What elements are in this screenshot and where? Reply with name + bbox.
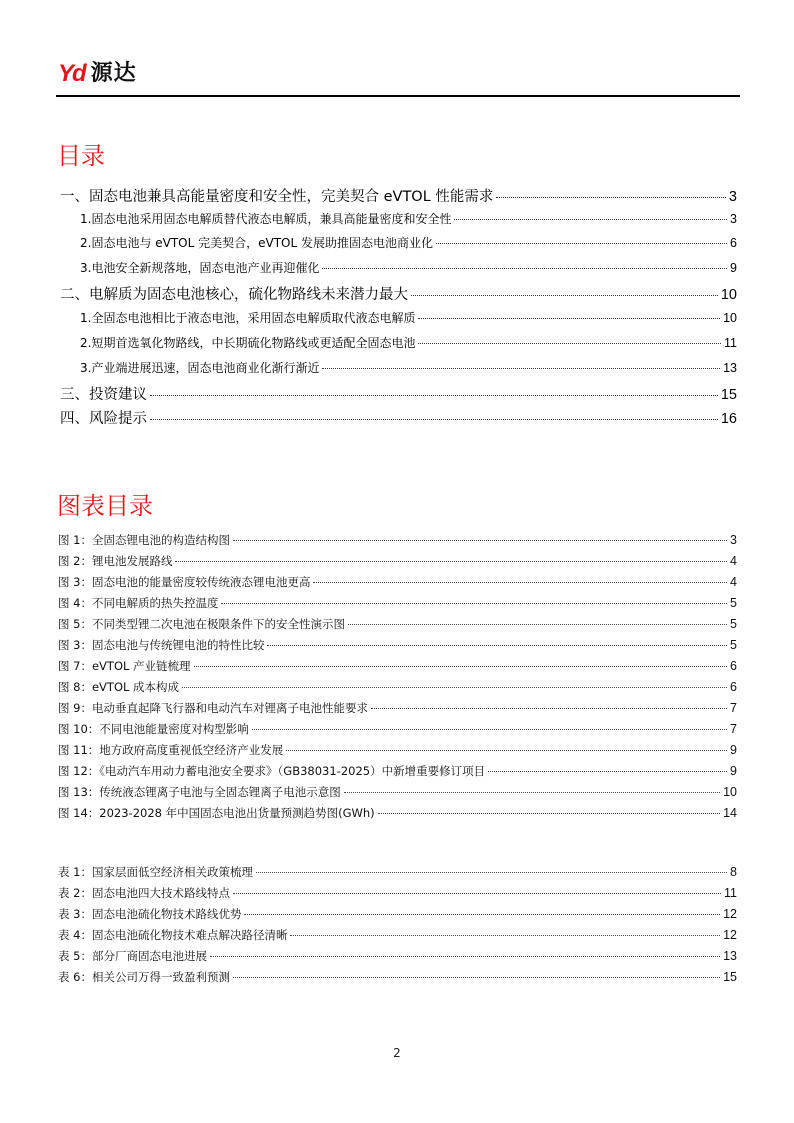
figure-entry-page: 4 <box>730 575 737 589</box>
toc-entry-page: 6 <box>730 236 737 250</box>
figure-entry-page: 10 <box>723 785 737 799</box>
dot-leader <box>244 914 720 915</box>
figure-entry-page: 5 <box>730 638 737 652</box>
figure-entry-label: 图 8：eVTOL 成本构成 <box>58 680 180 694</box>
table-entry-label: 表 5：部分厂商固态电池进展 <box>58 949 207 963</box>
dot-leader <box>418 343 721 344</box>
logo-mark: Yd <box>58 60 85 87</box>
table-entry-page: 12 <box>723 907 737 921</box>
dot-leader <box>175 561 727 562</box>
company-logo <box>58 62 137 86</box>
figure-entry-label: 图 12：《电动汽车用动力蓄电池安全要求》（GB38031-2025）中新增重要修订项目 <box>58 764 486 778</box>
figure-entry-label: 图 3：固态电池的能量密度较传统液态锂电池更高 <box>58 575 311 589</box>
dot-leader <box>411 295 718 296</box>
toc-entry-page: 3 <box>730 212 737 226</box>
dot-leader <box>488 771 727 772</box>
figure-entry-label: 图 14：2023-2028 年中国固态电池出货量预测趋势图(GWh) <box>58 806 375 820</box>
toc-entry-label: 2.短期首选氧化物路线，中长期硫化物路线或更适配全固态电池 <box>80 336 416 350</box>
toc-entry[interactable] <box>80 309 737 329</box>
table-entry[interactable] <box>58 906 737 926</box>
figure-entry-label: 图 5：不同类型锂二次电池在极限条件下的安全性演示图 <box>58 617 345 631</box>
figure-entry[interactable] <box>58 763 737 783</box>
dot-leader <box>496 197 726 198</box>
dot-leader <box>348 624 727 625</box>
dot-leader <box>322 268 727 269</box>
toc-title: 目录 <box>57 142 105 170</box>
figure-entry[interactable] <box>58 553 737 573</box>
page-header <box>56 58 740 96</box>
table-entry-page: 11 <box>724 886 737 900</box>
toc-entry-page: 10 <box>720 287 737 303</box>
figure-entry[interactable] <box>58 574 737 594</box>
dot-leader <box>313 582 727 583</box>
toc-entry-page: 11 <box>724 336 737 350</box>
table-entry-label: 表 2：固态电池四大技术路线特点 <box>58 886 230 900</box>
dot-leader <box>182 687 727 688</box>
figure-entry[interactable] <box>58 616 737 636</box>
figure-entry-page: 5 <box>730 617 737 631</box>
figure-entry-page: 6 <box>730 659 737 673</box>
dot-leader <box>252 729 727 730</box>
figure-entry[interactable] <box>58 658 737 678</box>
table-entry[interactable] <box>58 864 737 884</box>
figure-entry-page: 14 <box>723 806 737 820</box>
dot-leader <box>418 318 720 319</box>
toc-entry[interactable] <box>80 259 737 279</box>
page-number: 2 <box>393 1046 401 1060</box>
dot-leader <box>436 243 727 244</box>
toc-entry[interactable] <box>60 383 737 405</box>
toc-entry-label: 1.固态电池采用固态电解质替代液态电解质，兼具高能量密度和安全性 <box>80 212 452 226</box>
figure-entry-label: 图 11：地方政府高度重视低空经济产业发展 <box>58 743 284 757</box>
toc-entry-page: 10 <box>723 311 737 325</box>
figure-entry-label: 图 10：不同电池能量密度对构型影响 <box>58 722 249 736</box>
figure-entry-page: 4 <box>730 554 737 568</box>
toc-entry-label: 2.固态电池与 eVTOL 完美契合，eVTOL 发展助推固态电池商业化 <box>80 236 433 250</box>
dot-leader <box>267 645 727 646</box>
dot-leader <box>150 395 718 396</box>
table-entry-page: 12 <box>723 928 737 942</box>
dot-leader <box>233 893 721 894</box>
toc-entry-page: 13 <box>723 361 737 375</box>
figure-entry-page: 7 <box>730 722 737 736</box>
figure-entry[interactable] <box>58 721 737 741</box>
toc-entry-page: 3 <box>728 189 737 205</box>
figure-entry[interactable] <box>58 637 737 657</box>
figure-entry-page: 6 <box>730 680 737 694</box>
header-divider <box>56 95 740 97</box>
table-entry[interactable] <box>58 927 737 947</box>
figure-entry[interactable] <box>58 784 737 804</box>
table-entry-page: 13 <box>723 949 737 963</box>
logo-text: 源达 <box>90 61 137 86</box>
toc-entry[interactable] <box>60 185 737 207</box>
figure-entry[interactable] <box>58 805 737 825</box>
toc-entry[interactable] <box>80 334 737 354</box>
table-entry[interactable] <box>58 948 737 968</box>
toc-entry-label: 3.产业端进展迅速，固态电池商业化渐行渐近 <box>80 361 320 375</box>
toc-entry[interactable] <box>60 283 737 305</box>
toc-entry[interactable] <box>60 407 737 429</box>
figure-entry-label: 图 9：电动垂直起降飞行器和电动汽车对锂离子电池性能要求 <box>58 701 368 715</box>
dot-leader <box>322 368 720 369</box>
figure-entry-label: 图 13：传统液态锂离子电池与全固态锂离子电池示意图 <box>58 785 341 799</box>
toc-entry[interactable] <box>80 359 737 379</box>
dot-leader <box>454 219 727 220</box>
dot-leader <box>221 603 727 604</box>
toc-entry-page: 9 <box>730 261 737 275</box>
figure-entry-page: 3 <box>730 533 737 547</box>
table-entry-page: 8 <box>730 865 737 879</box>
toc-entry-label: 二、电解质为固态电池核心，硫化物路线未来潜力最大 <box>60 287 408 303</box>
dot-leader <box>210 956 720 957</box>
figure-entry-page: 9 <box>730 764 737 778</box>
dot-leader <box>233 977 720 978</box>
table-entry-page: 15 <box>723 970 737 984</box>
figure-entry-label: 图 1：全固态锂电池的构造结构图 <box>58 533 230 547</box>
figure-entry-label: 图 2：锂电池发展路线 <box>58 554 173 568</box>
toc-entry-label: 3.电池安全新规落地，固态电池产业再迎催化 <box>80 261 320 275</box>
toc-entry-label: 四、风险提示 <box>60 411 147 427</box>
table-entry[interactable] <box>58 885 737 905</box>
figure-entry[interactable] <box>58 742 737 762</box>
toc-entry[interactable] <box>80 210 737 230</box>
dot-leader <box>286 750 727 751</box>
figure-entry-label: 图 3：固态电池与传统锂电池的特性比较 <box>58 638 265 652</box>
toc-entry-page: 16 <box>720 411 737 427</box>
toc-entry-label: 1.全固态电池相比于液态电池，采用固态电解质取代液态电解质 <box>80 311 416 325</box>
figure-entry-label: 图 4：不同电解质的热失控温度 <box>58 596 219 610</box>
dot-leader <box>378 813 720 814</box>
dot-leader <box>150 419 718 420</box>
toc-entry-label: 一、固态电池兼具高能量密度和安全性，完美契合 eVTOL 性能需求 <box>60 189 494 205</box>
toc-entry-label: 三、投资建议 <box>60 387 147 403</box>
figure-entry-page: 5 <box>730 596 737 610</box>
table-entry-label: 表 6：相关公司万得一致盈利预测 <box>58 970 230 984</box>
table-entry-label: 表 3：固态电池硫化物技术路线优势 <box>58 907 242 921</box>
figure-entry[interactable] <box>58 532 737 552</box>
figure-entry[interactable] <box>58 700 737 720</box>
figure-list-title: 图表目录 <box>57 492 153 520</box>
figure-entry-label: 图 7：eVTOL 产业链梳理 <box>58 659 191 673</box>
figure-entry[interactable] <box>58 679 737 699</box>
dot-leader <box>290 935 720 936</box>
dot-leader <box>371 708 727 709</box>
table-entry[interactable] <box>58 969 737 989</box>
dot-leader <box>233 540 727 541</box>
table-entry-label: 表 4：固态电池硫化物技术难点解决路径清晰 <box>58 928 288 942</box>
figure-entry-page: 7 <box>730 701 737 715</box>
dot-leader <box>344 792 720 793</box>
dot-leader <box>194 666 727 667</box>
figure-entry-page: 9 <box>730 743 737 757</box>
dot-leader <box>256 872 727 873</box>
toc-entry[interactable] <box>80 234 737 254</box>
figure-entry[interactable] <box>58 595 737 615</box>
table-entry-label: 表 1：国家层面低空经济相关政策梳理 <box>58 865 253 879</box>
toc-entry-page: 15 <box>720 387 737 403</box>
